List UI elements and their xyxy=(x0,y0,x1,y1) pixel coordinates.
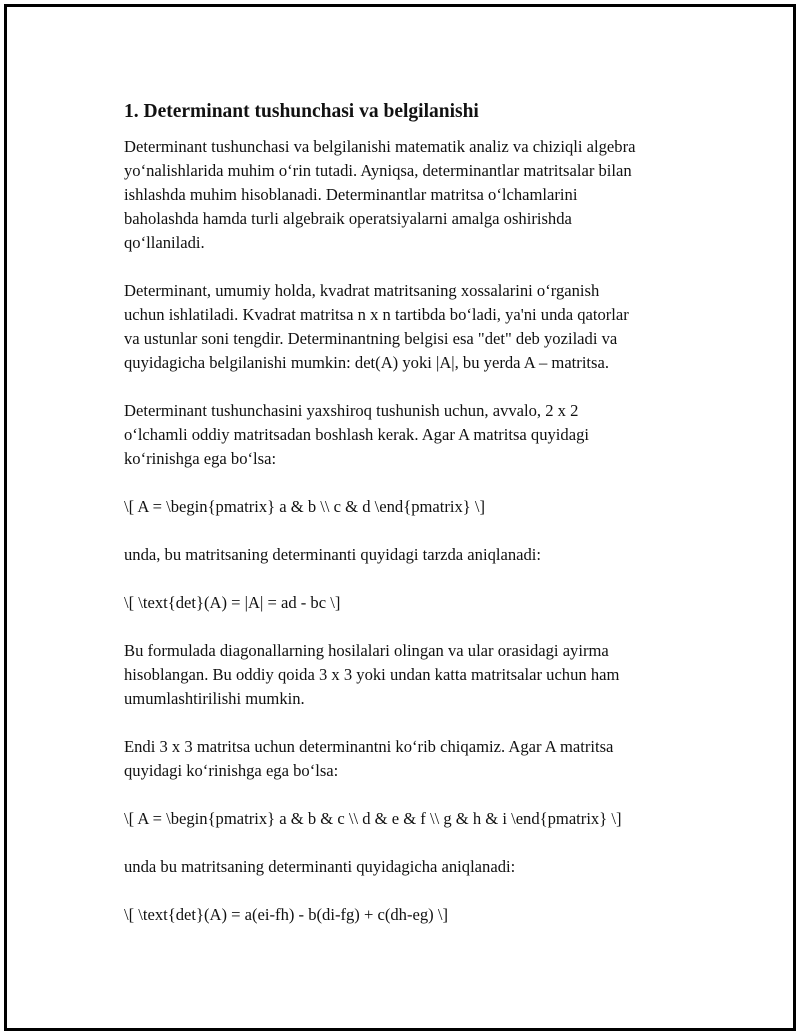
paragraph xyxy=(124,855,704,879)
text-line: yo‘nalishlarida muhim o‘rin tutadi. Ayniqsa, determinantlar matritsalar bilan xyxy=(124,161,632,180)
paragraph xyxy=(124,135,704,255)
paragraph xyxy=(124,279,704,375)
text-line: baholashda hamda turli algebraik operatsiyalarni amalga oshirishda xyxy=(124,209,572,228)
paragraph xyxy=(124,807,704,831)
text-line: o‘lchamli oddiy matritsadan boshlash kerak. Agar A matritsa quyidagi xyxy=(124,425,589,444)
text-line: \[ A = \begin{pmatrix} a & b & c \\ d & e & f \\ g & h & i \end{pmatrix} \] xyxy=(124,809,622,828)
text-line: quyidagi ko‘rinishga ega bo‘lsa: xyxy=(124,761,339,780)
text-line: quyidagicha belgilanishi mumkin: det(A) yoki |A|, bu yerda A – matritsa. xyxy=(124,353,610,372)
text-line: Determinant tushunchasi va belgilanishi matematik analiz va chiziqli algebra xyxy=(124,137,636,156)
text-line: \[ \text{det}(A) = |A| = ad - bc \] xyxy=(124,593,341,612)
text-line: hisoblangan. Bu oddiy qoida 3 x 3 yoki undan katta matritsalar uchun ham xyxy=(124,665,620,684)
paragraph-list xyxy=(124,135,704,927)
section-heading: 1. Determinant tushunchasi va belgilanishi xyxy=(124,101,479,122)
text-line: unda bu matritsaning determinanti quyidagicha aniqlanadi: xyxy=(124,857,516,876)
text-line: ko‘rinishga ega bo‘lsa: xyxy=(124,449,277,468)
paragraph xyxy=(124,543,704,567)
text-line: unda, bu matritsaning determinanti quyidagi tarzda aniqlanadi: xyxy=(124,545,542,564)
text-line: uchun ishlatiladi. Kvadrat matritsa n x n tartibda bo‘ladi, ya'ni unda qatorlar xyxy=(124,305,629,324)
text-line: va ustunlar soni tengdir. Determinantning belgisi esa "det" deb yoziladi va xyxy=(124,329,618,348)
text-line: Determinant, umumiy holda, kvadrat matritsaning xossalarini o‘rganish xyxy=(124,281,600,300)
text-line: Endi 3 x 3 matritsa uchun determinantni ko‘rib chiqamiz. Agar A matritsa xyxy=(124,737,614,756)
paragraph xyxy=(124,735,704,783)
text-line: ishlashda muhim hisoblanadi. Determinantlar matritsa o‘lchamlarini xyxy=(124,185,578,204)
text-line: \[ A = \begin{pmatrix} a & b \\ c & d \end{pmatrix} \] xyxy=(124,497,486,516)
text-line: \[ \text{det}(A) = a(ei-fh) - b(di-fg) + c(dh-eg) \] xyxy=(124,905,448,924)
text-line: Bu formulada diagonallarning hosilalari olingan va ular orasidagi ayirma xyxy=(124,641,609,660)
paragraph xyxy=(124,399,704,471)
paragraph xyxy=(124,591,704,615)
document-body xyxy=(124,99,704,951)
text-line: Determinant tushunchasini yaxshiroq tushunish uchun, avvalo, 2 x 2 xyxy=(124,401,579,420)
text-line: umumlashtirilishi mumkin. xyxy=(124,689,305,708)
paragraph xyxy=(124,495,704,519)
page-frame xyxy=(4,4,796,1031)
paragraph xyxy=(124,903,704,927)
paragraph xyxy=(124,639,704,711)
text-line: qo‘llaniladi. xyxy=(124,233,205,252)
